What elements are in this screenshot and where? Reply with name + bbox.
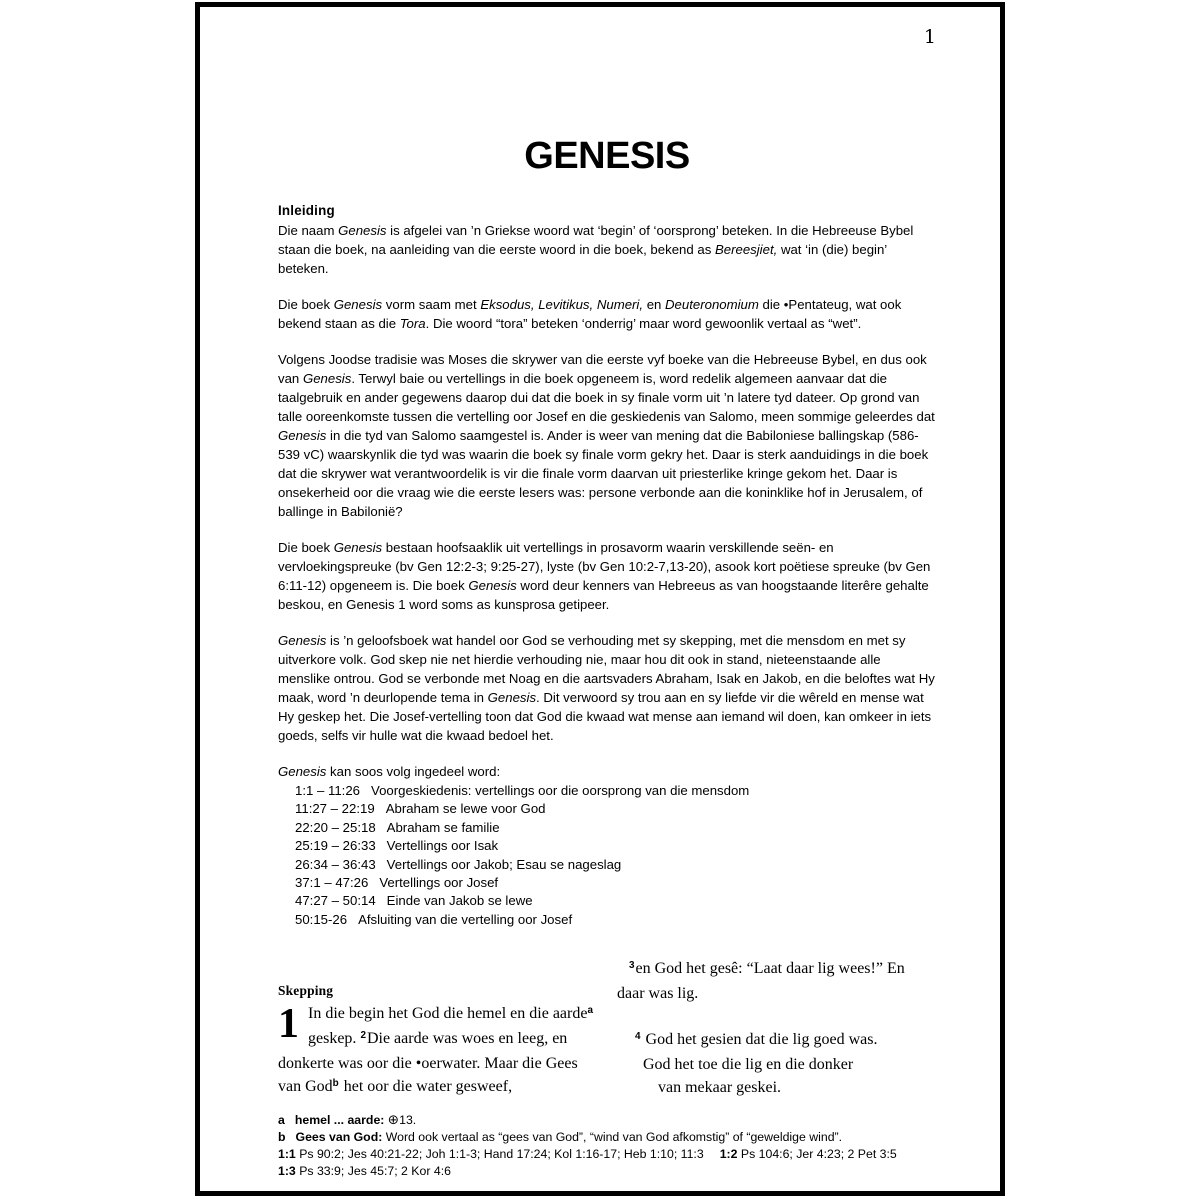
chapter-number-drop-cap: 1: [278, 1001, 299, 1048]
book-title: GENESIS: [524, 135, 690, 177]
chapter-1-verses-1-2: [278, 1002, 600, 1100]
outline-range: 50:15-26: [295, 911, 348, 927]
outline-item: [278, 892, 936, 910]
outline-item: [278, 856, 936, 874]
intro-paragraph-1: Die naam Genesis is afgelei van ’n Griekse woord wat ‘begin’ of ‘oorsprong’ beteken. In die Hebreeuse Bybel staan die boek, na aanleiding van die eerste woord in die boek, bekend as Bereesjiet, wat ‘in (die) begin’ beteken.: [278, 223, 914, 276]
outline-range: 22:20 – 25:18: [295, 819, 376, 835]
intro-paragraph-3: Volgens Joodse tradisie was Moses die skrywer van die eerste vyf boeke van die Hebreeuse Bybel, en dus ook van Genesis. Terwyl baie ou vertellings in die boek opgeneem is, word redelik algemeen aanvaar dat die taalgebruik en ander gegewens daarop dui dat die boek in sy finale vorm uit ’n latere tyd dateer. Op grond van talle ooreenkomste tussen die vertelling oor Josef en die geskiedenis van Salomo, meen sommige geleerdes dat Genesis in die tyd van Salomo saamgestel is. Ander is weer van mening dat die Babiloniese ballingskap (586-539 vC) waarskynlik die tyd was waarin die boek sy finale vorm gekry het. Daar is sterk aanduidings in die boek dat die skrywer wat verantwoordelik is vir die finale vorm daarvan uit priesterlike kringe gekom het. Daar is onsekerheid oor die vraag wie die eerste lesers was: persone verbonde aan die koninklike hof in Jerusalem, of ballinge in Babilonië?: [278, 352, 935, 519]
outline-item: [278, 800, 936, 818]
outline-range: 11:27 – 22:19: [295, 801, 375, 817]
outline-item: [278, 874, 936, 892]
outline-item: [278, 819, 936, 837]
outline-item: [278, 911, 936, 929]
verses-1-2-text: In die begin het God die hemel en die aarde$^a$ geskep. $^2$Die aarde was woes en leeg, en donkerte was oor die •oerwater. Maar die Gees van God$^b$ het oor die water gesweef,: [278, 1005, 593, 1096]
intro-paragraph-2: Die boek Genesis vorm saam met Eksodus, Levitikus, Numeri, en Deuteronomium die •Pentateug, wat ook bekend staan as die Tora. Die woord “tora” beteken ‘onderrig’ maar word gewoonlik vertaal as “wet”.: [278, 297, 902, 331]
outline-range: 47:27 – 50:14: [295, 893, 376, 909]
outline-label: Vertellings oor Isak: [386, 838, 499, 854]
outline-lead: Genesis kan soos volg ingedeel word:: [278, 764, 501, 779]
globe-reference-icon: ⊕: [387, 1112, 400, 1128]
outline-range: 37:1 – 47:26: [295, 875, 369, 891]
outline-item: [278, 782, 936, 800]
outline-label: Vertellings oor Jakob; Esau se nageslag: [386, 856, 622, 872]
outline-item: [278, 837, 936, 855]
verse-4-line-1: $^4$ God het gesien dat die lig goed was.: [635, 1031, 878, 1049]
outline-range: 26:34 – 36:43: [295, 856, 376, 872]
outline-range: 25:19 – 26:33: [295, 838, 376, 854]
verse-4-poetry: [617, 1028, 936, 1099]
footnote-line-b: b Gees van God: Word ook vertaal as “gees van God”, “wind van God afkomstig” of “geweldige wind”.: [278, 1130, 843, 1145]
verse-column-left: [278, 957, 600, 1100]
section-heading: Skepping: [278, 983, 334, 999]
outline-label: Abraham se familie: [386, 819, 500, 835]
intro-heading: Inleiding: [278, 203, 335, 218]
footnote-line-a: a hemel ... aarde: ⊕13.: [278, 1112, 417, 1128]
outline-label: Afsluiting van die vertelling oor Josef: [358, 911, 573, 927]
verse-4-line-3: van mekaar geskei.: [658, 1079, 782, 1097]
intro-paragraph-4: Die boek Genesis bestaan hoofsaaklik uit vertellings in prosavorm waarin verskillende seën- en vervloekingspreuke (bv Gen 12:2-3; 9:25-27), lyste (bv Gen 10:2-7,13-20), asook kort poëtiese spreuke (bv Gen 6:11-12) opgeneem is. Die boek Genesis word deur kenners van Hebreeus as van hoogstaande literêre gehalte beskou, en Genesis 1 word soms as kunsprosa getipeer.: [278, 540, 931, 612]
verse-column-right: [617, 957, 936, 1100]
outline-label: Voorgeskiedenis: vertellings oor die oorsprong van die mensdom: [371, 783, 750, 798]
footnotes: [278, 1112, 936, 1180]
outline-list: [278, 782, 936, 929]
page-content: [200, 27, 1000, 1180]
outline-range: 1:1 – 11:26: [295, 783, 361, 798]
verse-3-text: $^3$en God het gesê: “Laat daar lig wees!” En daar was lig.: [617, 960, 905, 1003]
footnote-line-refs-2: 1:3 Ps 33:9; Jes 45:7; 2 Kor 4:6: [278, 1164, 451, 1179]
outline-label: Abraham se lewe voor God: [385, 801, 546, 817]
page-frame: [195, 2, 1005, 1196]
intro-paragraph-5: Genesis is ’n geloofsboek wat handel oor God se verhouding met sy skepping, met die mensdom en met sy uitverkore volk. God skep nie net hierdie verhouding nie, maar hou dit ook in stand, nieteenstaande alle menslike ontrou. God se verbonde met Noag en die aartsvaders Abraham, Isak en Jakob, en die beloftes wat Hy maak, word ’n deurlopende tema in Genesis. Dit verwoord sy trou aan en sy liefde vir die wêreld en mense wat Hy geskep het. Die Josef-vertelling toon dat God die kwaad wat mense aan iemand wil doen, kan omkeer in iets goeds, selfs vir hulle wat die kwaad bedoel het.: [278, 633, 935, 743]
verse-4-line-2: God het toe die lig en die donker: [643, 1056, 854, 1074]
verse-columns: [278, 957, 936, 1100]
footnote-line-refs-1: 1:1 Ps 90:2; Jes 40:21-22; Joh 1:1-3; Hand 17:24; Kol 1:16-17; Heb 1:10; 11:3 1:2 Ps 104:6; Jer 4:23; 2 Pet 3:5: [278, 1147, 897, 1162]
page-number: 1: [923, 26, 936, 48]
outline-label: Einde van Jakob se lewe: [386, 893, 533, 909]
outline-label: Vertellings oor Josef: [379, 875, 499, 891]
